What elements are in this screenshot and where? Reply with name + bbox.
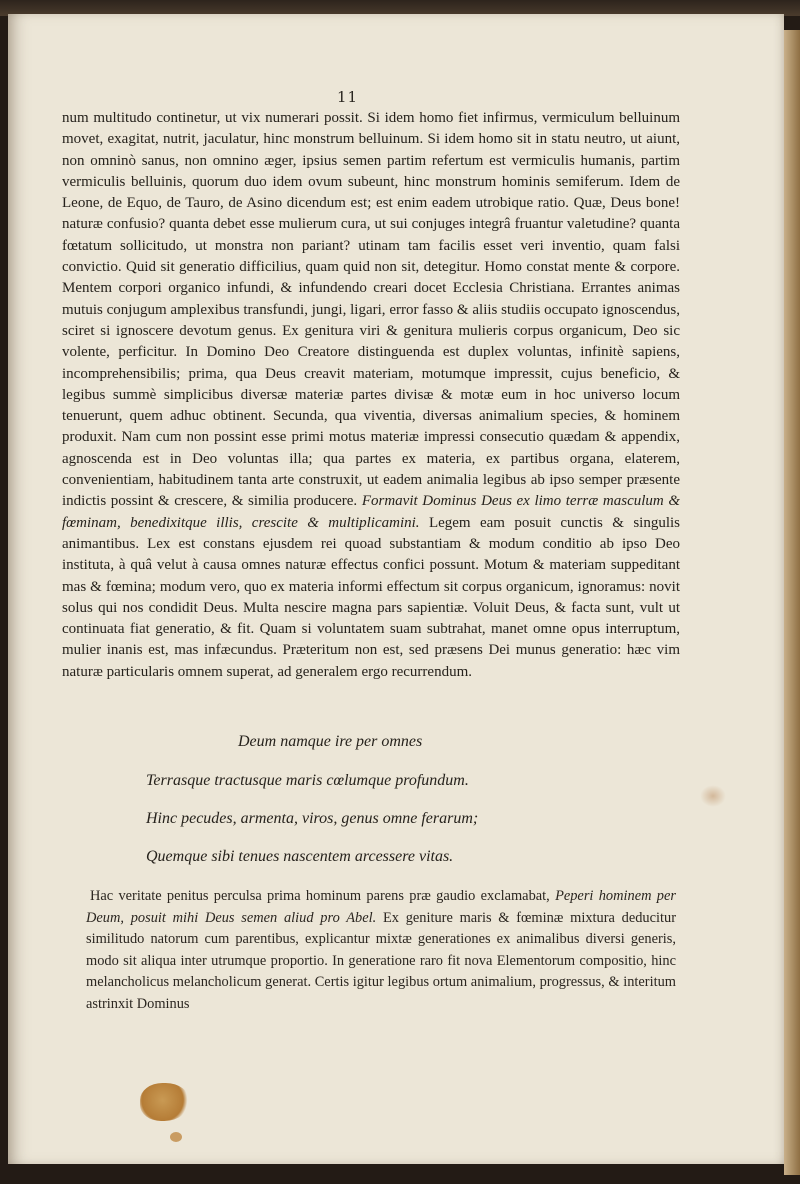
paragraph-2-rest: Ex geniture maris & fœminæ mixtura deducitur similitudo natorum cum parentibus, explicantur mixtæ generationes ex animalibus diversi generis, modo sit aliqua inter utrumque proportio. In generatione raro fit nova Elementorum compositio, hinc melancholicus melancholicum generat. Certis igitur legibus ortum animalium, progressus, & interitum astrinxit Dominus — [86, 909, 676, 1012]
verse-line-4: Quemque sibi tenues nascentem arcessere vitas. — [146, 848, 454, 865]
foxing-stain-small — [170, 1132, 182, 1142]
verse-line-3: Hinc pecudes, armenta, viros, genus omne ferarum; — [146, 810, 479, 827]
paragraph-2-body — [86, 886, 676, 1015]
page-number: 11 — [337, 88, 359, 106]
paper-spot — [700, 785, 726, 807]
page-edge-right — [784, 30, 800, 1175]
paragraph-2-text: Hac veritate penitus perculsa prima hominum parens præ gaudio exclamabat, — [90, 888, 550, 904]
main-text-block — [62, 108, 680, 683]
verse-line-2: Terrasque tractusque maris cœlumque profundum. — [146, 772, 469, 789]
paragraph-1 — [62, 108, 680, 683]
paragraph-2 — [86, 886, 676, 1015]
verse-line-1: Deum namque ire per omnes — [238, 733, 423, 750]
paragraph-1-text: num multitudo continetur, ut vix numerari possit. Si idem homo fiet infirmus, vermiculum belluinum movet, exagitat, nutrit, jaculatur, hinc monstrum belluinum. Si idem homo sit in statu neutro, ut aiunt, non omninò sanus, non omnino æger, ipsius semen partim refertum est vermiculis humanis, partim vermiculis belluinis, quorum duo idem ovum subeunt, hinc monstrum hominis semiferum. Idem de Leone, de Equo, de Tauro, de Asino dicendum est; est enim eadem utrobique ratio. Quæ, Deus bone! naturæ confusio? quanta debet esse mulierum cura, ut sui conjuges integrâ fruantur valetudine? quanta fœtatum sollicitudo, ut monstra non pariant? utinam tam facilis esset veri inventio, quam falsi convictio. Quid sit generatio difficilius, quam quid non sit, detegitur. Homo constat mente & corpore. Mentem corpori organico infundi, & infundendo creari docet Ecclesia Christiana. Errantes animas mutuis conjugum amplexibus transfundi, jungi, ligari, error fasso & aliis studiis occupato ignoscendus, sciret si ignoscere devotum genus. Ex genitura viri & genitura mulieris corpus organicum, Deo sic volente, perficitur. In Domino Deo Creatore distinguenda est duplex voluntas, infinitè sapiens, incomprehensibilis; prima, qua Deus creavit materiam, motumque impressit, cujus beneficio, & legibus summè simplicibus diversæ materiæ partes divisæ & motæ eum in hoc universo locum tenuerunt, quem adhuc obtinent. Secunda, qua viventia, diversas animalium species, & hominem produxit. Nam cum non possint esse primi motus materiæ impressi consecutio quædam & appendix, agnoscenda est in Deo voluntas illa; qua partes ex materia, ex partibus organa, elaterem, convenientiam, habitudinem tanta arte construxit, ut eadem animalia legibus ab ipso semper præsente indictis possint & crescere, & similia producere. — [62, 110, 680, 510]
scripture-quote: Formavit Dominus Deus ex limo terræ masculum & fœminam, benedixitque illis, crescite & multiplicamini. — [62, 493, 681, 531]
paragraph-1-continuation: Legem eam posuit cunctis & singulis animantibus. Lex est constans ejusdem rei quoad substantiam & modum conditio ab ipso Deo instituta, à quâ velut à causa omnes naturæ effectus confici possunt. Motum & materiam suppeditant mas & fœmina; modum vero, quo ex materia informi effectum sit corpus organicum, ignoramus: novit solus qui nos condidit Deus. Multa nescire magna pars sapientiæ. Voluit Deus, & facta sunt, vult ut continuata fiat generatio, & fit. Quam si voluntatem suam subtrahat, manet omne opus interruptum, mulier inanis est, mas infæcundus. Præteritum non est, sed præsens Dei munus generatio: hæc vim naturæ particularis omnem superat, ad generalem ergo recurrendum. — [62, 514, 680, 680]
paragraph-2-quote: Peperi hominem per Deum, posuit mihi Deus semen aliud pro Abel. — [86, 888, 676, 926]
